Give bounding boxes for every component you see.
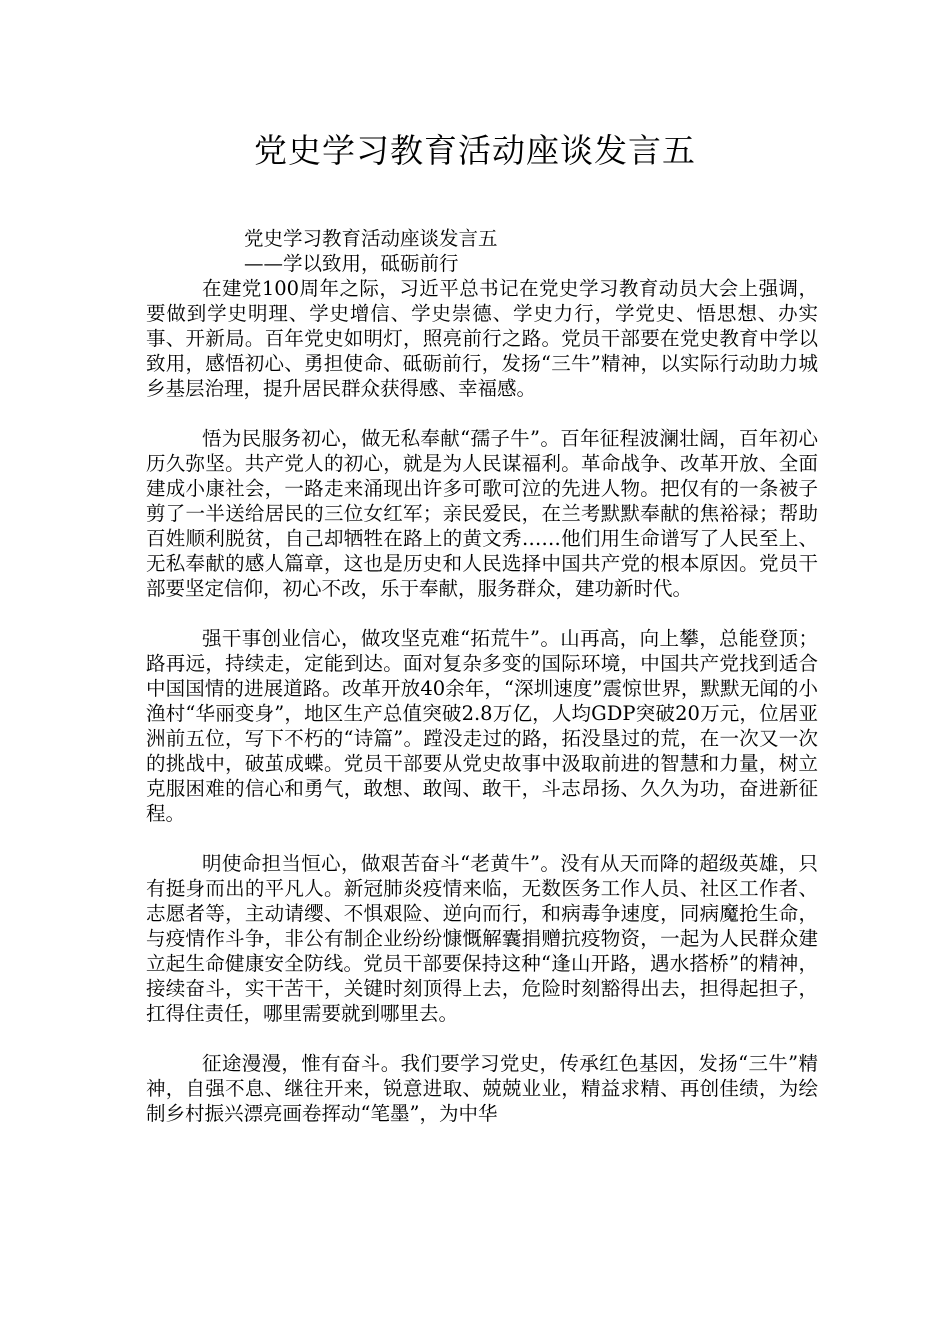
document-body [146,226,818,1151]
document-subtitle: 党史学习教育活动座谈发言五 [244,227,498,250]
document-tagline: ——学以致用，砥砺前行 [244,252,459,275]
paragraph-2: 悟为民服务初心，做无私奉献“孺子牛”。百年征程波澜壮阔，百年初心历久弥坚。共产党人的初心，就是为人民谋福利。革命战争、改革开放、全面建成小康社会，一路走来涌现出许多可歌可泣的先进人物。把仅有的一条被子剪了一半送给居民的三位女红军；亲民爱民，在兰考默默奉献的焦裕禄；帮助百姓顺利脱贫，自己却牺牲在路上的黄文秀……他们用生命谱写了人民至上、无私奉献的感人篇章，这也是历史和人民选择中国共产党的根本原因。党员干部要坚定信仰，初心不改，乐于奉献，服务群众，建功新时代。 [146,427,818,600]
paragraph-4: 明使命担当恒心，做艰苦奋斗“老黄牛”。没有从天而降的超级英雄，只有挺身而出的平凡人。新冠肺炎疫情来临，无数医务工作人员、社区工作者、志愿者等，主动请缨、不惧艰险、逆向而行，和病毒争速度，同病魔抢生命，与疫情作斗争，非公有制企业纷纷慷慨解囊捐赠抗疫物资，一起为人民群众建立起生命健康安全防线。党员干部要保持这种“逢山开路，遇水搭桥”的精神，接续奋斗，实干苦干，关键时刻顶得上去，危险时刻豁得出去，担得起担子，扛得住责任，哪里需要就到哪里去。 [146,852,818,1025]
paragraph-3: 强干事创业信心，做攻坚克难“拓荒牛”。山再高，向上攀，总能登顶；路再远，持续走，定能到达。面对复杂多变的国际环境，中国共产党找到适合中国国情的进展道路。改革开放40余年，“深圳速度”震惊世界，默默无闻的小渔村“华丽变身”，地区生产总值突破2.8万亿，人均GDP突破20万元，位居亚洲前五位，写下不朽的“诗篇”。蹚没走过的路，拓没垦过的荒，在一次又一次的挑战中，破茧成蝶。党员干部要从党史故事中汲取前进的智慧和力量，树立克服困难的信心和勇气，敢想、敢闯、敢干，斗志昂扬、久久为功，奋进新征程。 [146,627,818,825]
document-title: 党史学习教育活动座谈发言五 [254,131,696,170]
paragraph-1: 在建党100周年之际，习近平总书记在党史学习教育动员大会上强调，要做到学史明理、学史增信、学史崇德、学史力行，学党史、悟思想、办实事、开新局。百年党史如明灯，照亮前行之路。党员干部要在党史教育中学以致用，感悟初心、勇担使命、砥砺前行，发扬“三牛”精神，以实际行动助力城乡基层治理，提升居民群众获得感、幸福感。 [146,277,818,400]
paragraph-5: 征途漫漫，惟有奋斗。我们要学习党史，传承红色基因，发扬“三牛”精神，自强不息、继往开来，锐意进取、兢兢业业，精益求精、再创佳绩，为绘制乡村振兴漂亮画卷挥动“笔墨”，为中华 [146,1052,818,1125]
